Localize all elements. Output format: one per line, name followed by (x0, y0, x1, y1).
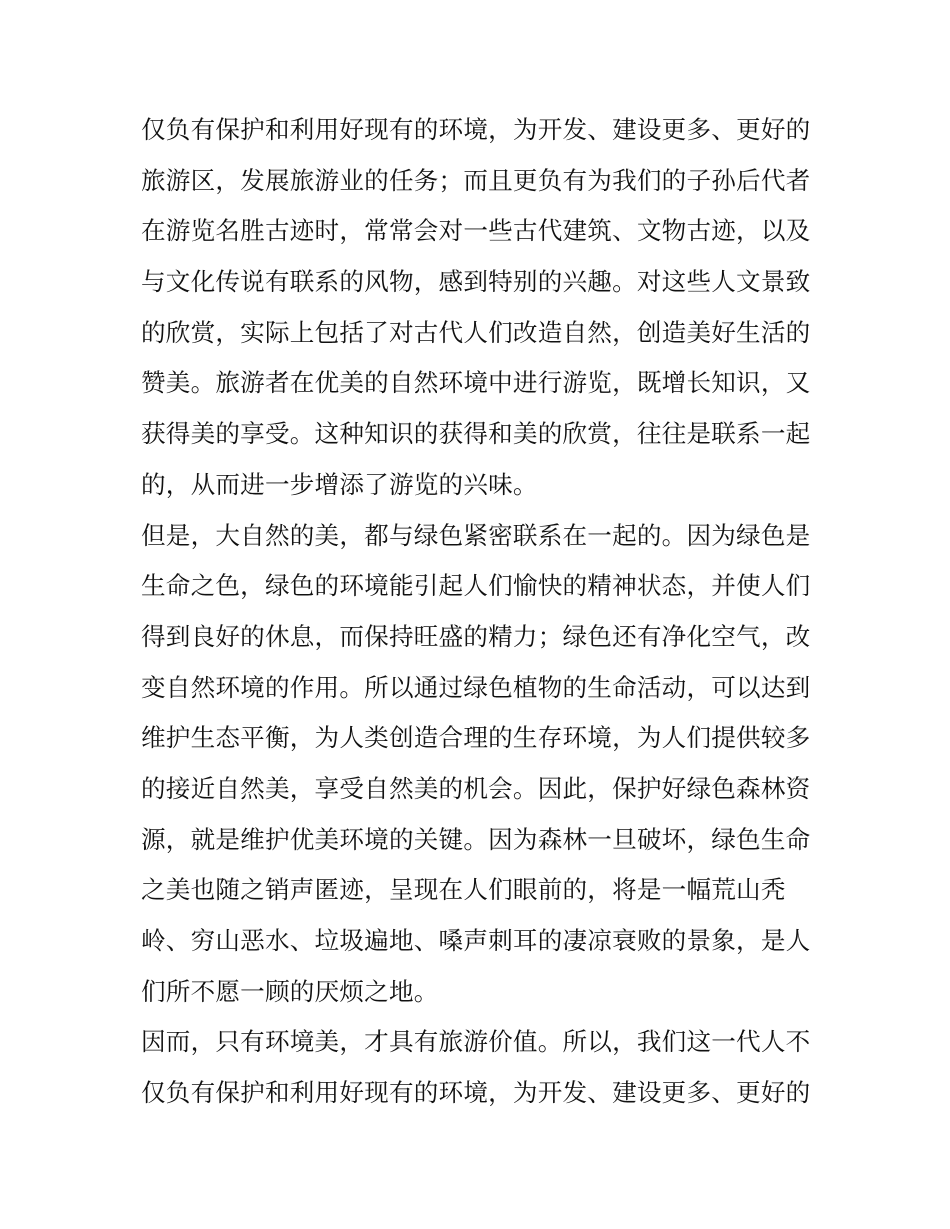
text-line: 获得美的享受。这种知识的获得和美的欣赏，往往是联系一起 (141, 419, 811, 449)
text-line: 赞美。旅游者在优美的自然环境中进行游览，既增长知识，又 (141, 368, 811, 398)
text-line: 之美也随之销声匿迹，呈现在人们眼前的，将是一幅荒山秃 (141, 875, 786, 905)
text-line: 仅负有保护和利用好现有的环境，为开发、建设更多、更好的 (141, 115, 811, 144)
document-body (141, 105, 821, 1119)
text-line: 仅负有保护和利用好现有的环境，为开发、建设更多、更好的 (141, 1078, 811, 1108)
text-line: 们所不愿一顾的厌烦之地。 (141, 976, 439, 1006)
text-line: 岭、穷山恶水、垃圾遍地、嗓声刺耳的凄凉衰败的景象，是人 (141, 926, 811, 955)
text-line: 生命之色，绿色的环境能引起人们愉快的精神状态，并使人们 (141, 571, 811, 601)
text-line: 的接近自然美，享受自然美的机会。因此，保护好绿色森林资 (141, 773, 811, 803)
text-line: 的，从而进一步增添了游览的兴味。 (141, 469, 538, 499)
text-line: 得到良好的休息，而保持旺盛的精力；绿色还有净化空气，改 (141, 621, 811, 651)
text-line: 在游览名胜古迹时，常常会对一些古代建筑、文物古迹，以及 (141, 216, 811, 246)
text-line: 变自然环境的作用。所以通过绿色植物的生命活动，可以达到 (141, 672, 811, 702)
text-line: 的欣赏，实际上包括了对古代人们改造自然，创造美好生活的 (141, 317, 811, 347)
text-line: 维护生态平衡，为人类创造合理的生存环境，为人们提供较多 (141, 723, 811, 753)
text-line: 但是，大自然的美，都与绿色紧密联系在一起的。因为绿色是 (141, 520, 811, 550)
text-line: 旅游区，发展旅游业的任务；而且更负有为我们的子孙后代者 (141, 165, 811, 195)
text-line: 与文化传说有联系的风物，感到特别的兴趣。对这些人文景致 (141, 267, 811, 297)
text-line: 源，就是维护优美环境的关键。因为森林一旦破坏，绿色生命 (141, 824, 811, 854)
paragraph-3 (141, 1017, 821, 1118)
text-line: 因而，只有环境美，才具有旅游价值。所以，我们这一代人不 (141, 1027, 811, 1057)
paragraph-1 (141, 105, 821, 511)
paragraph-2 (141, 511, 821, 1018)
